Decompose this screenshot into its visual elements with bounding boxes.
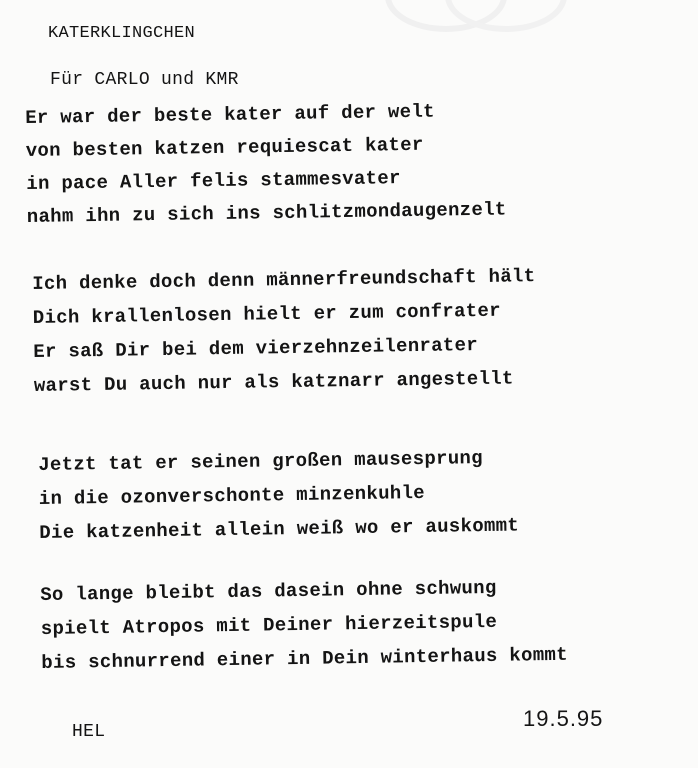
verse-line: So lange bleibt das dasein ohne schwung — [40, 576, 497, 606]
verse-line: Dich krallenlosen hielt er zum confrater — [32, 299, 501, 329]
verse-line: bis schnurrend einer in Dein winterhaus kommt — [41, 643, 569, 674]
poem-dedication: Für CARLO und KMR — [50, 70, 239, 90]
stanza-3 — [38, 440, 519, 550]
verse-line: warst Du auch nur als katznarr angestellt — [33, 367, 514, 397]
verse-line: Er saß Dir bei dem vierzehnzeilenrater — [33, 334, 479, 363]
verse-line: von besten katzen requiescat kater — [25, 133, 424, 162]
verse-line: nahm ihn zu sich ins schlitzmondaugenzelt — [26, 198, 507, 228]
verse-line: in pace Aller felis stammesvater — [26, 167, 401, 195]
stanza-4 — [40, 570, 568, 680]
verse-line: Er war der beste kater auf der welt — [25, 100, 435, 129]
author-initials: HEL — [72, 722, 106, 742]
verse-line: in die ozonverschonte minzenkuhle — [38, 481, 426, 510]
verse-line: Jetzt tat er seinen großen mausesprung — [38, 447, 484, 476]
verse-line: Die katzenheit allein weiß wo er auskommt — [39, 514, 520, 544]
poem-date: 19.5.95 — [523, 706, 604, 731]
verse-line: Ich denke doch denn männerfreundschaft hält — [32, 265, 536, 295]
poem-title: KATERKLINGCHEN — [48, 24, 196, 43]
verse-line: spielt Atropos mit Deiner hierzeitspule — [40, 610, 498, 640]
stanza-2 — [32, 259, 537, 403]
stanza-1 — [25, 94, 507, 234]
